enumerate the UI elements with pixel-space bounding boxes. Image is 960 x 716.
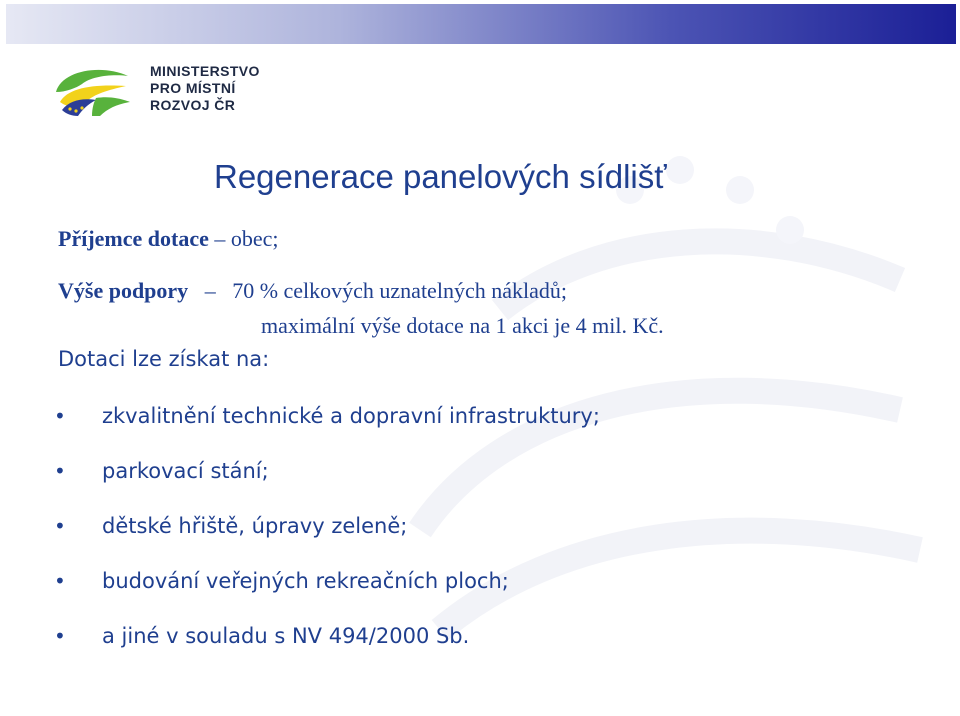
slide-title: Regenerace panelových sídlišť bbox=[214, 158, 667, 195]
bullet-icon: • bbox=[54, 404, 66, 428]
eligible-list bbox=[54, 400, 600, 675]
bullet-icon: • bbox=[54, 514, 66, 538]
list-item-text: a jiné v souladu s NV 494/2000 Sb. bbox=[102, 624, 470, 648]
list-item-text: budování veřejných rekreačních ploch; bbox=[102, 569, 509, 593]
list-item bbox=[54, 400, 600, 455]
support-dash: – bbox=[193, 278, 233, 303]
list-item bbox=[54, 510, 600, 565]
ministry-logo-icon bbox=[52, 62, 132, 118]
bullet-icon: • bbox=[54, 624, 66, 648]
support-max: maximální výše dotace na 1 akci je 4 mil. Kč. bbox=[261, 313, 664, 338]
support-value: 70 % celkových uznatelných nákladů; bbox=[232, 278, 567, 303]
recipient-value: obec; bbox=[230, 226, 279, 251]
ministry-name bbox=[150, 63, 260, 114]
list-item-text: dětské hřiště, úpravy zeleně; bbox=[102, 514, 408, 538]
recipient-label: Příjemce dotace bbox=[58, 226, 209, 251]
list-item bbox=[54, 455, 600, 510]
bullet-icon: • bbox=[54, 459, 66, 483]
ministry-line-1: MINISTERSTVO bbox=[150, 63, 260, 79]
list-heading: Dotaci lze získat na: bbox=[58, 347, 270, 371]
support-row bbox=[58, 278, 567, 304]
recipient-row bbox=[58, 226, 279, 252]
list-item bbox=[54, 565, 600, 620]
ministry-line-3: ROZVOJ ČR bbox=[150, 97, 236, 113]
recipient-dash: – bbox=[214, 226, 231, 251]
top-banner bbox=[6, 4, 956, 44]
list-item-text: zkvalitnění technické a dopravní infrastruktury; bbox=[102, 404, 600, 428]
support-label: Výše podpory bbox=[58, 278, 189, 303]
bullet-icon: • bbox=[54, 569, 66, 593]
list-item-text: parkovací stání; bbox=[102, 459, 269, 483]
list-item bbox=[54, 620, 600, 675]
ministry-line-2: PRO MÍSTNÍ bbox=[150, 80, 236, 96]
